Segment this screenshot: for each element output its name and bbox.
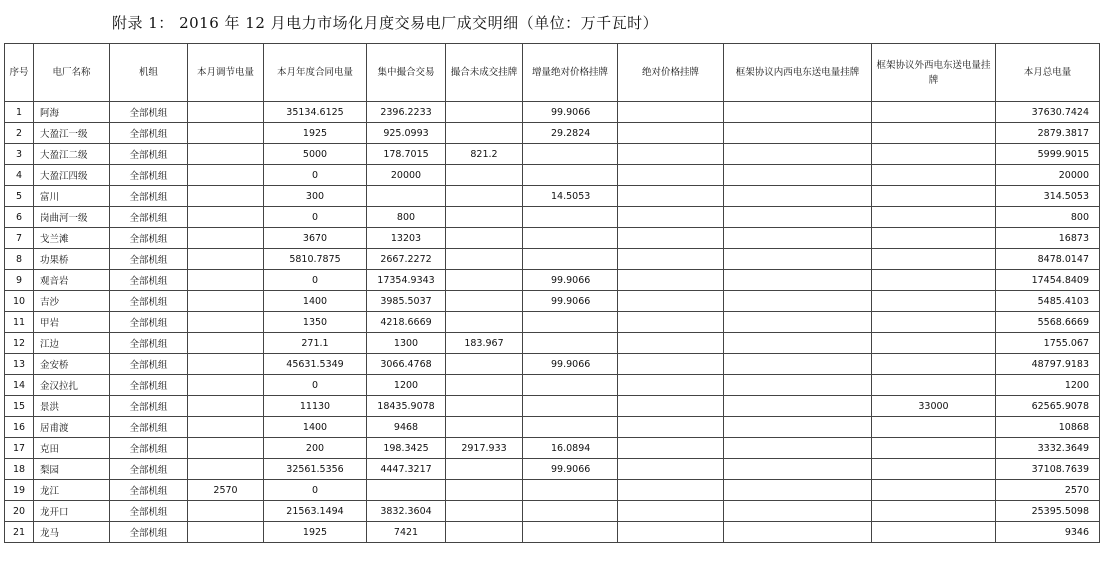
- incremental-listing-cell: [523, 165, 618, 186]
- framework-in-listing-cell: [724, 144, 872, 165]
- unmatched-listing-cell: [446, 459, 523, 480]
- adjust-energy-cell: [188, 186, 264, 207]
- unit-cell: 全部机组: [110, 270, 188, 291]
- absolute-listing-cell: [618, 333, 724, 354]
- contract-energy-cell: 11130: [264, 396, 367, 417]
- framework-in-listing-cell: [724, 459, 872, 480]
- framework-in-listing-cell: [724, 522, 872, 543]
- incremental-listing-cell: [523, 207, 618, 228]
- total-energy-cell: 800: [996, 207, 1100, 228]
- incremental-listing-cell: [523, 249, 618, 270]
- unit-cell: 全部机组: [110, 333, 188, 354]
- match-trade-cell: 3832.3604: [367, 501, 446, 522]
- match-trade-cell: 18435.9078: [367, 396, 446, 417]
- contract-energy-cell: 1925: [264, 123, 367, 144]
- unmatched-listing-cell: 183.967: [446, 333, 523, 354]
- table-row: [5, 396, 1100, 417]
- contract-energy-cell: 21563.1494: [264, 501, 367, 522]
- row-number-cell: 19: [5, 480, 34, 501]
- match-trade-cell: 13203: [367, 228, 446, 249]
- absolute-listing-cell: [618, 312, 724, 333]
- total-energy-cell: 3332.3649: [996, 438, 1100, 459]
- unit-cell: 全部机组: [110, 312, 188, 333]
- row-number-cell: 12: [5, 333, 34, 354]
- row-number-cell: 5: [5, 186, 34, 207]
- row-number-cell: 6: [5, 207, 34, 228]
- incremental-listing-cell: 16.0894: [523, 438, 618, 459]
- match-trade-cell: 1200: [367, 375, 446, 396]
- contract-energy-cell: 1350: [264, 312, 367, 333]
- contract-energy-cell: 0: [264, 165, 367, 186]
- table-row: [5, 501, 1100, 522]
- absolute-listing-cell: [618, 480, 724, 501]
- incremental-listing-cell: 99.9066: [523, 270, 618, 291]
- total-energy-cell: 8478.0147: [996, 249, 1100, 270]
- match-trade-cell: 3066.4768: [367, 354, 446, 375]
- adjust-energy-cell: [188, 375, 264, 396]
- framework-in-listing-cell: [724, 165, 872, 186]
- match-trade-cell: 17354.9343: [367, 270, 446, 291]
- plant-name-cell: 阿海: [34, 102, 110, 123]
- row-number-cell: 1: [5, 102, 34, 123]
- total-energy-cell: 2879.3817: [996, 123, 1100, 144]
- framework-out-listing-cell: [872, 417, 996, 438]
- plant-name-cell: 龙马: [34, 522, 110, 543]
- column-header: 框架协议内西电东送电量挂牌: [724, 44, 872, 102]
- absolute-listing-cell: [618, 291, 724, 312]
- unit-cell: 全部机组: [110, 207, 188, 228]
- contract-energy-cell: 200: [264, 438, 367, 459]
- plant-name-cell: 功果桥: [34, 249, 110, 270]
- plant-name-cell: 龙开口: [34, 501, 110, 522]
- column-header: 本月总电量: [996, 44, 1100, 102]
- unit-cell: 全部机组: [110, 102, 188, 123]
- adjust-energy-cell: [188, 270, 264, 291]
- absolute-listing-cell: [618, 396, 724, 417]
- framework-out-listing-cell: 33000: [872, 396, 996, 417]
- unmatched-listing-cell: [446, 291, 523, 312]
- match-trade-cell: 4447.3217: [367, 459, 446, 480]
- incremental-listing-cell: [523, 144, 618, 165]
- framework-out-listing-cell: [872, 207, 996, 228]
- unit-cell: 全部机组: [110, 438, 188, 459]
- unit-cell: 全部机组: [110, 186, 188, 207]
- plant-name-cell: 观音岩: [34, 270, 110, 291]
- framework-in-listing-cell: [724, 333, 872, 354]
- framework-out-listing-cell: [872, 333, 996, 354]
- table-row: [5, 459, 1100, 480]
- contract-energy-cell: 0: [264, 270, 367, 291]
- adjust-energy-cell: [188, 396, 264, 417]
- framework-out-listing-cell: [872, 480, 996, 501]
- unmatched-listing-cell: [446, 249, 523, 270]
- match-trade-cell: 3985.5037: [367, 291, 446, 312]
- column-header: 本月调节电量: [188, 44, 264, 102]
- incremental-listing-cell: 99.9066: [523, 291, 618, 312]
- row-number-cell: 18: [5, 459, 34, 480]
- framework-in-listing-cell: [724, 501, 872, 522]
- total-energy-cell: 37630.7424: [996, 102, 1100, 123]
- total-energy-cell: 16873: [996, 228, 1100, 249]
- total-energy-cell: 1200: [996, 375, 1100, 396]
- match-trade-cell: 800: [367, 207, 446, 228]
- total-energy-cell: 25395.5098: [996, 501, 1100, 522]
- table-row: [5, 522, 1100, 543]
- framework-in-listing-cell: [724, 480, 872, 501]
- framework-out-listing-cell: [872, 123, 996, 144]
- trade-detail-table: [4, 43, 1100, 543]
- unit-cell: 全部机组: [110, 459, 188, 480]
- plant-name-cell: 岗曲河一级: [34, 207, 110, 228]
- framework-in-listing-cell: [724, 438, 872, 459]
- table-row: [5, 354, 1100, 375]
- unmatched-listing-cell: [446, 522, 523, 543]
- table-row: [5, 291, 1100, 312]
- total-energy-cell: 62565.9078: [996, 396, 1100, 417]
- table-row: [5, 144, 1100, 165]
- absolute-listing-cell: [618, 186, 724, 207]
- adjust-energy-cell: [188, 207, 264, 228]
- column-header: 集中撮合交易: [367, 44, 446, 102]
- framework-out-listing-cell: [872, 522, 996, 543]
- total-energy-cell: 9346: [996, 522, 1100, 543]
- unmatched-listing-cell: [446, 396, 523, 417]
- incremental-listing-cell: [523, 501, 618, 522]
- framework-out-listing-cell: [872, 438, 996, 459]
- unit-cell: 全部机组: [110, 480, 188, 501]
- table-row: [5, 480, 1100, 501]
- unit-cell: 全部机组: [110, 354, 188, 375]
- contract-energy-cell: 1400: [264, 417, 367, 438]
- total-energy-cell: 5999.9015: [996, 144, 1100, 165]
- column-header: 增量绝对价格挂牌: [523, 44, 618, 102]
- framework-in-listing-cell: [724, 186, 872, 207]
- framework-in-listing-cell: [724, 312, 872, 333]
- framework-out-listing-cell: [872, 270, 996, 291]
- table-row: [5, 312, 1100, 333]
- framework-out-listing-cell: [872, 501, 996, 522]
- absolute-listing-cell: [618, 228, 724, 249]
- table-row: [5, 207, 1100, 228]
- column-header: 撮合未成交挂牌: [446, 44, 523, 102]
- plant-name-cell: 大盈江四级: [34, 165, 110, 186]
- total-energy-cell: 1755.067: [996, 333, 1100, 354]
- plant-name-cell: 金汉拉扎: [34, 375, 110, 396]
- plant-name-cell: 金安桥: [34, 354, 110, 375]
- adjust-energy-cell: [188, 228, 264, 249]
- absolute-listing-cell: [618, 375, 724, 396]
- adjust-energy-cell: [188, 123, 264, 144]
- unmatched-listing-cell: [446, 375, 523, 396]
- row-number-cell: 3: [5, 144, 34, 165]
- unit-cell: 全部机组: [110, 123, 188, 144]
- table-row: [5, 375, 1100, 396]
- column-header: 框架协议外西电东送电量挂牌: [872, 44, 996, 102]
- unmatched-listing-cell: [446, 417, 523, 438]
- contract-energy-cell: 271.1: [264, 333, 367, 354]
- column-header: 绝对价格挂牌: [618, 44, 724, 102]
- framework-in-listing-cell: [724, 270, 872, 291]
- column-header: 电厂名称: [34, 44, 110, 102]
- row-number-cell: 15: [5, 396, 34, 417]
- incremental-listing-cell: [523, 333, 618, 354]
- framework-out-listing-cell: [872, 186, 996, 207]
- match-trade-cell: 7421: [367, 522, 446, 543]
- row-number-cell: 21: [5, 522, 34, 543]
- framework-in-listing-cell: [724, 354, 872, 375]
- framework-out-listing-cell: [872, 291, 996, 312]
- table-row: [5, 249, 1100, 270]
- column-header: 本月年度合同电量: [264, 44, 367, 102]
- unmatched-listing-cell: [446, 312, 523, 333]
- incremental-listing-cell: [523, 417, 618, 438]
- plant-name-cell: 克田: [34, 438, 110, 459]
- framework-out-listing-cell: [872, 312, 996, 333]
- match-trade-cell: 925.0993: [367, 123, 446, 144]
- row-number-cell: 9: [5, 270, 34, 291]
- match-trade-cell: 198.3425: [367, 438, 446, 459]
- unit-cell: 全部机组: [110, 396, 188, 417]
- framework-in-listing-cell: [724, 291, 872, 312]
- absolute-listing-cell: [618, 102, 724, 123]
- incremental-listing-cell: [523, 375, 618, 396]
- contract-energy-cell: 3670: [264, 228, 367, 249]
- plant-name-cell: 梨园: [34, 459, 110, 480]
- adjust-energy-cell: [188, 144, 264, 165]
- table-row: [5, 102, 1100, 123]
- row-number-cell: 13: [5, 354, 34, 375]
- plant-name-cell: 龙江: [34, 480, 110, 501]
- row-number-cell: 7: [5, 228, 34, 249]
- framework-out-listing-cell: [872, 165, 996, 186]
- framework-out-listing-cell: [872, 375, 996, 396]
- contract-energy-cell: 5000: [264, 144, 367, 165]
- adjust-energy-cell: [188, 438, 264, 459]
- unit-cell: 全部机组: [110, 165, 188, 186]
- adjust-energy-cell: [188, 291, 264, 312]
- contract-energy-cell: 35134.6125: [264, 102, 367, 123]
- table-row: [5, 438, 1100, 459]
- adjust-energy-cell: [188, 333, 264, 354]
- row-number-cell: 20: [5, 501, 34, 522]
- total-energy-cell: 5485.4103: [996, 291, 1100, 312]
- absolute-listing-cell: [618, 207, 724, 228]
- match-trade-cell: [367, 186, 446, 207]
- table-row: [5, 228, 1100, 249]
- framework-in-listing-cell: [724, 417, 872, 438]
- adjust-energy-cell: [188, 501, 264, 522]
- unmatched-listing-cell: [446, 123, 523, 144]
- incremental-listing-cell: 99.9066: [523, 102, 618, 123]
- framework-out-listing-cell: [872, 228, 996, 249]
- adjust-energy-cell: [188, 354, 264, 375]
- row-number-cell: 8: [5, 249, 34, 270]
- match-trade-cell: 20000: [367, 165, 446, 186]
- unmatched-listing-cell: [446, 228, 523, 249]
- total-energy-cell: 20000: [996, 165, 1100, 186]
- incremental-listing-cell: [523, 396, 618, 417]
- plant-name-cell: 戈兰滩: [34, 228, 110, 249]
- incremental-listing-cell: 14.5053: [523, 186, 618, 207]
- framework-in-listing-cell: [724, 207, 872, 228]
- match-trade-cell: 2667.2272: [367, 249, 446, 270]
- row-number-cell: 17: [5, 438, 34, 459]
- unmatched-listing-cell: [446, 270, 523, 291]
- row-number-cell: 2: [5, 123, 34, 144]
- contract-energy-cell: 0: [264, 480, 367, 501]
- framework-in-listing-cell: [724, 249, 872, 270]
- absolute-listing-cell: [618, 123, 724, 144]
- incremental-listing-cell: 99.9066: [523, 354, 618, 375]
- absolute-listing-cell: [618, 459, 724, 480]
- match-trade-cell: [367, 480, 446, 501]
- contract-energy-cell: 1400: [264, 291, 367, 312]
- adjust-energy-cell: [188, 165, 264, 186]
- plant-name-cell: 吉沙: [34, 291, 110, 312]
- total-energy-cell: 10868: [996, 417, 1100, 438]
- total-energy-cell: 37108.7639: [996, 459, 1100, 480]
- plant-name-cell: 富川: [34, 186, 110, 207]
- plant-name-cell: 甲岩: [34, 312, 110, 333]
- framework-out-listing-cell: [872, 354, 996, 375]
- table-header-row: [5, 44, 1100, 102]
- plant-name-cell: 大盈江二级: [34, 144, 110, 165]
- row-number-cell: 16: [5, 417, 34, 438]
- column-header: 机组: [110, 44, 188, 102]
- adjust-energy-cell: 2570: [188, 480, 264, 501]
- row-number-cell: 14: [5, 375, 34, 396]
- absolute-listing-cell: [618, 249, 724, 270]
- unmatched-listing-cell: [446, 186, 523, 207]
- framework-in-listing-cell: [724, 102, 872, 123]
- absolute-listing-cell: [618, 354, 724, 375]
- total-energy-cell: 2570: [996, 480, 1100, 501]
- row-number-cell: 10: [5, 291, 34, 312]
- contract-energy-cell: 32561.5356: [264, 459, 367, 480]
- total-energy-cell: 5568.6669: [996, 312, 1100, 333]
- match-trade-cell: 2396.2233: [367, 102, 446, 123]
- unit-cell: 全部机组: [110, 522, 188, 543]
- unmatched-listing-cell: [446, 102, 523, 123]
- absolute-listing-cell: [618, 522, 724, 543]
- unit-cell: 全部机组: [110, 375, 188, 396]
- incremental-listing-cell: [523, 228, 618, 249]
- match-trade-cell: 178.7015: [367, 144, 446, 165]
- table-body: [5, 102, 1100, 543]
- adjust-energy-cell: [188, 249, 264, 270]
- total-energy-cell: 48797.9183: [996, 354, 1100, 375]
- total-energy-cell: 17454.8409: [996, 270, 1100, 291]
- framework-out-listing-cell: [872, 144, 996, 165]
- plant-name-cell: 景洪: [34, 396, 110, 417]
- table-row: [5, 417, 1100, 438]
- incremental-listing-cell: [523, 312, 618, 333]
- table-row: [5, 186, 1100, 207]
- row-number-cell: 4: [5, 165, 34, 186]
- adjust-energy-cell: [188, 459, 264, 480]
- column-header: 序号: [5, 44, 34, 102]
- unit-cell: 全部机组: [110, 291, 188, 312]
- unmatched-listing-cell: [446, 480, 523, 501]
- adjust-energy-cell: [188, 522, 264, 543]
- unit-cell: 全部机组: [110, 228, 188, 249]
- absolute-listing-cell: [618, 438, 724, 459]
- absolute-listing-cell: [618, 501, 724, 522]
- contract-energy-cell: 1925: [264, 522, 367, 543]
- incremental-listing-cell: [523, 522, 618, 543]
- adjust-energy-cell: [188, 417, 264, 438]
- unmatched-listing-cell: [446, 501, 523, 522]
- contract-energy-cell: 45631.5349: [264, 354, 367, 375]
- contract-energy-cell: 0: [264, 207, 367, 228]
- unmatched-listing-cell: [446, 354, 523, 375]
- framework-out-listing-cell: [872, 102, 996, 123]
- table-row: [5, 165, 1100, 186]
- absolute-listing-cell: [618, 270, 724, 291]
- absolute-listing-cell: [618, 417, 724, 438]
- absolute-listing-cell: [618, 165, 724, 186]
- unit-cell: 全部机组: [110, 249, 188, 270]
- row-number-cell: 11: [5, 312, 34, 333]
- unit-cell: 全部机组: [110, 417, 188, 438]
- match-trade-cell: 9468: [367, 417, 446, 438]
- unit-cell: 全部机组: [110, 144, 188, 165]
- table-row: [5, 270, 1100, 291]
- adjust-energy-cell: [188, 312, 264, 333]
- contract-energy-cell: 5810.7875: [264, 249, 367, 270]
- contract-energy-cell: 0: [264, 375, 367, 396]
- framework-in-listing-cell: [724, 123, 872, 144]
- absolute-listing-cell: [618, 144, 724, 165]
- unmatched-listing-cell: [446, 165, 523, 186]
- unmatched-listing-cell: [446, 207, 523, 228]
- framework-in-listing-cell: [724, 375, 872, 396]
- framework-in-listing-cell: [724, 396, 872, 417]
- framework-in-listing-cell: [724, 228, 872, 249]
- adjust-energy-cell: [188, 102, 264, 123]
- match-trade-cell: 4218.6669: [367, 312, 446, 333]
- document-title: 附录 1： 2016 年 12 月电力市场化月度交易电厂成交明细（单位：万千瓦时）: [112, 14, 659, 32]
- unmatched-listing-cell: 2917.933: [446, 438, 523, 459]
- plant-name-cell: 大盈江一级: [34, 123, 110, 144]
- incremental-listing-cell: 29.2824: [523, 123, 618, 144]
- match-trade-cell: 1300: [367, 333, 446, 354]
- incremental-listing-cell: 99.9066: [523, 459, 618, 480]
- table-row: [5, 123, 1100, 144]
- table-row: [5, 333, 1100, 354]
- incremental-listing-cell: [523, 480, 618, 501]
- framework-out-listing-cell: [872, 459, 996, 480]
- plant-name-cell: 居甫渡: [34, 417, 110, 438]
- total-energy-cell: 314.5053: [996, 186, 1100, 207]
- contract-energy-cell: 300: [264, 186, 367, 207]
- framework-out-listing-cell: [872, 249, 996, 270]
- unmatched-listing-cell: 821.2: [446, 144, 523, 165]
- unit-cell: 全部机组: [110, 501, 188, 522]
- plant-name-cell: 江边: [34, 333, 110, 354]
